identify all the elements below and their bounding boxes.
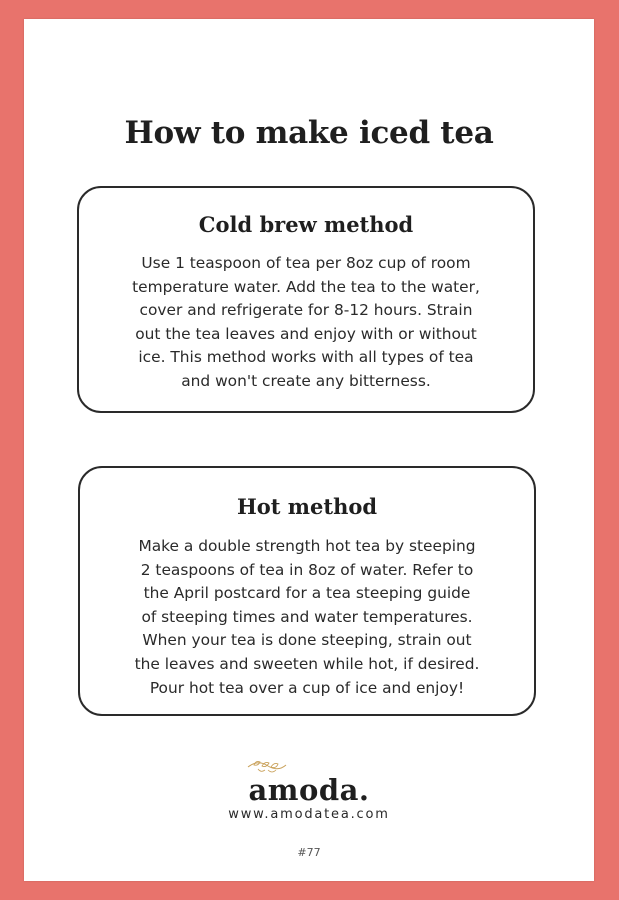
- instruction-line: out the tea leaves and enjoy with or without: [135, 324, 477, 343]
- instruction-line: temperature water. Add the tea to the water,: [132, 277, 480, 296]
- instruction-line: When your tea is done steeping, strain out: [142, 631, 472, 650]
- page-title: How to make iced tea: [124, 115, 494, 151]
- card-number: #77: [297, 846, 321, 859]
- hot-method-heading: Hot method: [236, 494, 378, 519]
- hot-method-box: [78, 466, 536, 716]
- instruction-line: 2 teaspoons of tea in 8oz of water. Refer to: [140, 560, 474, 579]
- instruction-line: ice. This method works with all types of tea: [138, 348, 474, 367]
- instruction-line: of steeping times and water temperatures.: [141, 607, 473, 626]
- hot-method-instructions: [96, 535, 518, 700]
- postcard: [24, 19, 594, 881]
- brand-name: amoda.: [248, 773, 370, 807]
- instruction-line: Make a double strength hot tea by steeping: [138, 537, 476, 555]
- instruction-line: cover and refrigerate for 8-12 hours. Strain: [139, 301, 473, 320]
- cold-brew-method-box: [77, 186, 535, 413]
- cold-brew-heading: Cold brew method: [198, 212, 414, 237]
- instruction-line: Pour hot tea over a cup of ice and enjoy!: [149, 678, 465, 697]
- instruction-line: the April postcard for a tea steeping guide: [143, 584, 471, 603]
- instruction-line: and won't create any bitterness.: [181, 371, 431, 390]
- instruction-line: Use 1 teaspoon of tea per 8oz cup of room: [141, 254, 471, 272]
- instruction-line: the leaves and sweeten while hot, if desired.: [134, 654, 480, 673]
- website-url: www.amodatea.com: [228, 807, 390, 822]
- cold-brew-instructions: [95, 252, 517, 394]
